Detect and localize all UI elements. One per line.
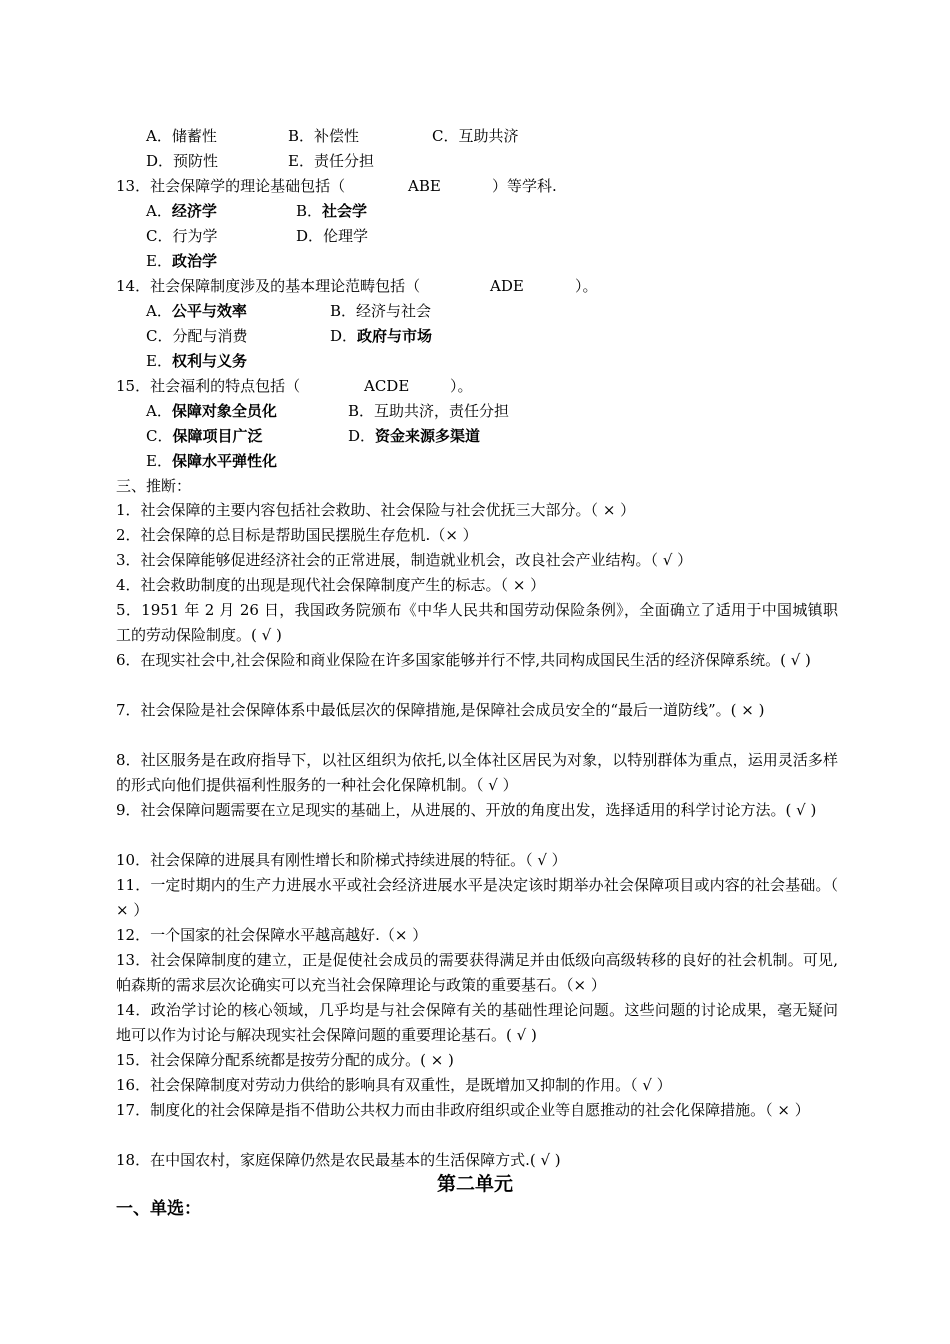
unit-2-title: 第二单元: [436, 1173, 513, 1195]
q14-option-a-letter: A．: [146, 302, 172, 320]
judgment-item-3: 3．社会保障能够促进经济社会的正常进展，制造就业机会，改良社会产业结构。（ √ ）: [116, 551, 693, 569]
q15-option-a-text: 保障对象全员化: [171, 402, 277, 420]
q14-stem-pre: 14．社会保障制度涉及的基本理论范畴包括（: [116, 277, 421, 295]
q14-answer: ADE: [490, 277, 524, 295]
q12-option-a: A．储蓄性: [146, 127, 217, 145]
q15-option-e-letter: E．: [146, 452, 172, 470]
judgment-item-9: 9．社会保障问题需要在立足现实的基础上，从进展的、开放的角度出发，选择适用的科学讨论方法。( √ ): [116, 801, 817, 819]
judgment-item-8: 8．社区服务是在政府指导下，以社区组织为依托,以全体社区居民为对象，以特别群体为重点，运用灵活多样的形式向他们提供福利性服务的一种社会化保障机制。（ √ ）: [116, 751, 838, 794]
judgment-item-2: 2．社会保障的总目标是帮助国民摆脱生存危机.（× ）: [116, 526, 478, 544]
q13-option-a-text: 经济学: [171, 202, 217, 220]
judgment-item-13: 13．社会保障制度的建立，正是促使社会成员的需要获得满足并由低级向高级转移的良好的社会机制。可见,帕森斯的需求层次论确实可以充当社会保障理论与政策的重要基石。（× ）: [116, 951, 838, 994]
q13-option-d: D．伦理学: [296, 227, 369, 245]
judgment-item-16: 16．社会保障制度对劳动力供给的影响具有双重性，是既增加又抑制的作用。（ √ ）: [116, 1076, 672, 1094]
q15-option-c-text: 保障项目广泛: [172, 427, 263, 445]
q13-option-b-text: 社会学: [322, 202, 368, 220]
q14-option-e: [146, 351, 247, 371]
q15-option-a-letter: A．: [146, 402, 172, 420]
q15-option-a: [146, 401, 277, 421]
q15-option-d: [348, 426, 480, 446]
q14-option-d: [330, 326, 432, 346]
q13-option-b: [296, 201, 367, 221]
q14-option-e-text: 权利与义务: [171, 352, 247, 370]
judgment-item-6: 6．在现实社会中,社会保险和商业保险在许多国家能够并行不悖,共同构成国民生活的经济保障系统。( √ ): [116, 651, 811, 669]
q15-option-b: B．互助共济，责任分担: [348, 402, 510, 420]
q14-option-a: [146, 301, 247, 321]
q13-option-a-letter: A．: [146, 202, 172, 220]
judgment-item-12: 12．一个国家的社会保障水平越高越好.（× ）: [116, 926, 428, 944]
q14-option-b: B．经济与社会: [330, 302, 432, 320]
judgment-item-10: 10．社会保障的进展具有刚性增长和阶梯式持续进展的特征。（ √ ）: [116, 851, 567, 869]
q12-option-b: B．补偿性: [288, 127, 360, 145]
q13-stem-pre: 13．社会保障学的理论基础包括（: [116, 177, 346, 195]
q13-answer: ABE: [408, 177, 441, 195]
q13-option-c: C．行为学: [146, 227, 218, 245]
q15-option-c-letter: C．: [146, 427, 173, 445]
q14-option-d-letter: D．: [330, 327, 358, 345]
q12-option-e: E．责任分担: [288, 152, 374, 170]
judgment-item-5: 5．1951 年 2 月 26 日，我国政务院颁布《中华人民共和国劳动保险条例》，全面确立了适用于中国城镇职工的劳动保险制度。( √ ): [116, 601, 838, 644]
q13-option-e-text: 政治学: [171, 252, 217, 270]
q13-option-a: [146, 201, 217, 221]
q15-option-c: [146, 426, 263, 446]
unit-2-section-1-heading: 一、单选：: [116, 1199, 201, 1219]
q15-answer: ACDE: [364, 377, 410, 395]
judgment-item-14: 14．政治学讨论的核心领域，几乎均是与社会保障有关的基础性理论问题。这些问题的讨论成果，毫无疑问地可以作为讨论与解决现实社会保障问题的重要理论基石。( √ ): [116, 1001, 838, 1044]
q14-option-e-letter: E．: [146, 352, 172, 370]
q15-stem-post: ）。: [450, 377, 473, 395]
judgment-item-7: 7．社会保险是社会保障体系中最低层次的保障措施,是保障社会成员安全的“最后一道防线”。( × ): [116, 701, 765, 719]
q13-option-b-letter: B．: [296, 202, 323, 220]
judgment-item-11: 11．一定时期内的生产力进展水平或社会经济进展水平是决定该时期举办社会保障项目或内容的社会基础。（ × ）: [116, 876, 838, 919]
judgment-item-4: 4．社会救助制度的出现是现代社会保障制度产生的标志。（ × ）: [116, 576, 546, 594]
q15-option-e: [146, 451, 277, 471]
q15-option-d-text: 资金来源多渠道: [375, 427, 481, 445]
q13-option-e-letter: E．: [146, 252, 172, 270]
q12-option-c: C．互助共济: [432, 127, 519, 145]
section-3-title: 三、推断：: [116, 477, 192, 495]
judgment-item-15: 15．社会保障分配系统都是按劳分配的成分。( × ): [116, 1051, 454, 1069]
judgment-item-17: 17．制度化的社会保障是指不借助公共权力而由非政府组织或企业等自愿推动的社会化保障措施。（ × ）: [116, 1101, 810, 1119]
q15-option-e-text: 保障水平弹性化: [171, 452, 277, 470]
q15-stem-pre: 15．社会福利的特点包括（: [116, 377, 301, 395]
q13-stem-post: ）等学科.: [492, 177, 557, 195]
q14-option-a-text: 公平与效率: [171, 302, 247, 320]
judgment-item-1: 1．社会保障的主要内容包括社会救助、社会保险与社会优抚三大部分。（ × ）: [116, 501, 636, 519]
q14-option-d-text: 政府与市场: [357, 327, 433, 345]
q13-option-e: [146, 251, 217, 271]
q12-option-d: D．预防性: [146, 152, 219, 170]
q15-option-d-letter: D．: [348, 427, 376, 445]
judgment-item-18: 18．在中国农村，家庭保障仍然是农民最基本的生活保障方式.( √ ): [116, 1151, 561, 1169]
q14-stem-post: ）。: [575, 277, 598, 295]
q14-option-c: C．分配与消费: [146, 327, 248, 345]
